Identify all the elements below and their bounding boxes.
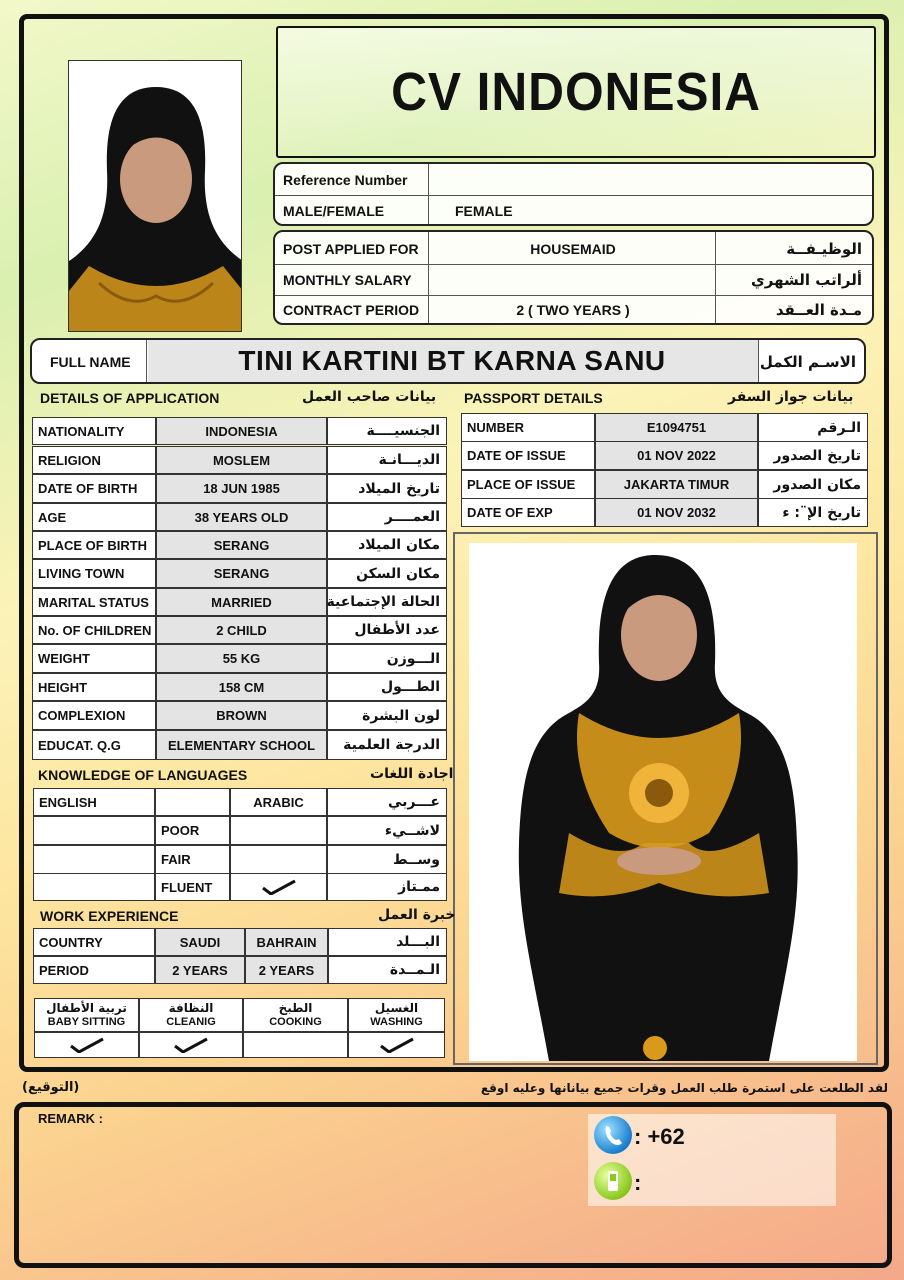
- skill-cell: [34, 998, 139, 1032]
- details-heading: DETAILS OF APPLICATION: [40, 390, 220, 406]
- lang-level-label: FAIR: [155, 845, 230, 874]
- detail-value: MARRIED: [156, 588, 327, 616]
- detail-value: 158 CM: [156, 673, 327, 701]
- skill-label-ar: الغسيل: [374, 1001, 419, 1016]
- detail-label-ar: الحالة الإجتماعية: [327, 588, 447, 616]
- detail-label: RELIGION: [32, 446, 156, 474]
- skill-cell: [348, 998, 445, 1032]
- lang-level-check: [230, 873, 327, 901]
- work-period: 2 YEARS: [245, 956, 328, 984]
- phone-icon: [594, 1116, 632, 1154]
- skill-label: CLEANIG: [166, 1015, 216, 1028]
- work-country: BAHRAIN: [245, 928, 328, 956]
- lang-english-cell: [33, 845, 155, 874]
- passport-label: DATE OF EXP: [461, 498, 595, 527]
- lang-level-label: POOR: [155, 816, 230, 845]
- full-name-bar: [30, 338, 866, 384]
- lang-level-label: FLUENT: [155, 873, 230, 901]
- detail-label-ar: الجنسيــــة: [327, 417, 447, 445]
- post-label: POST APPLIED FOR: [283, 241, 419, 257]
- contract-value: 2 ( TWO YEARS ): [516, 302, 630, 318]
- full-name-label: FULL NAME: [50, 354, 131, 370]
- passport-label: DATE OF ISSUE: [461, 441, 595, 470]
- work-country: SAUDI: [155, 928, 245, 956]
- applicant-portrait-photo: [68, 60, 242, 332]
- full-name-label-ar: الاسـم الكمل: [759, 353, 856, 371]
- contract-label-ar: مـدة العــقد: [775, 301, 862, 319]
- mobile-icon: [594, 1162, 632, 1200]
- salary-label-ar: ألراتب الشهري: [751, 271, 862, 289]
- lang-level-label-ar: ممـتاز: [327, 873, 447, 901]
- detail-value: INDONESIA: [156, 417, 327, 445]
- languages-heading-ar: اجادة اللغات: [370, 766, 454, 782]
- contact-box: [588, 1114, 836, 1206]
- detail-label: EDUCAT. Q.G: [32, 730, 156, 760]
- skill-check: [139, 1032, 243, 1058]
- passport-value: 01 NOV 2022: [595, 441, 758, 470]
- check-icon: [379, 1037, 415, 1053]
- skill-check: [243, 1032, 348, 1058]
- gender-value: FEMALE: [455, 203, 513, 219]
- lang-level-check: [230, 845, 327, 874]
- detail-value: 55 KG: [156, 644, 327, 673]
- skill-check: [348, 1032, 445, 1058]
- skill-cell: [139, 998, 243, 1032]
- lang-level-label-ar: لاشــيء: [327, 816, 447, 845]
- detail-value: 38 YEARS OLD: [156, 503, 327, 531]
- arabic-label: ARABIC: [230, 788, 327, 816]
- detail-label: HEIGHT: [32, 673, 156, 701]
- passport-heading: PASSPORT DETAILS: [464, 390, 603, 406]
- country-label-ar: البـــلد: [328, 928, 447, 956]
- gender-label: MALE/FEMALE: [283, 203, 385, 219]
- detail-label: COMPLEXION: [32, 701, 156, 730]
- detail-label: No. OF CHILDREN: [32, 616, 156, 644]
- contract-label: CONTRACT PERIOD: [283, 302, 420, 318]
- detail-label: WEIGHT: [32, 644, 156, 673]
- details-heading-ar: بيانات صاحب العمل: [302, 389, 437, 405]
- detail-label: MARITAL STATUS: [32, 588, 156, 616]
- skill-label-ar: تربية الأطفال: [46, 1001, 127, 1016]
- detail-value: 18 JUN 1985: [156, 474, 327, 503]
- skill-cell: [243, 998, 348, 1032]
- detail-label: PLACE OF BIRTH: [32, 531, 156, 559]
- passport-label-ar: مكان الصدور: [758, 470, 868, 499]
- post-value: HOUSEMAID: [530, 241, 616, 257]
- applicant-full-photo: [469, 543, 857, 1061]
- detail-value: BROWN: [156, 701, 327, 730]
- detail-value: SERANG: [156, 531, 327, 559]
- title-box: [276, 26, 876, 158]
- detail-label: LIVING TOWN: [32, 559, 156, 588]
- check-icon: [261, 879, 297, 895]
- arabic-label-ar: عـــربي: [327, 788, 447, 816]
- period-label-ar: الـمــدة: [328, 956, 447, 984]
- detail-label-ar: الديـــانـة: [327, 446, 447, 474]
- detail-value: 2 CHILD: [156, 616, 327, 644]
- detail-label-ar: العمــــر: [327, 503, 447, 531]
- work-period: 2 YEARS: [155, 956, 245, 984]
- detail-value: ELEMENTARY SCHOOL: [156, 730, 327, 760]
- salary-label: MONTHLY SALARY: [283, 272, 412, 288]
- detail-label-ar: عدد الأطفال: [327, 616, 447, 644]
- detail-label: DATE OF BIRTH: [32, 474, 156, 503]
- languages-heading: KNOWLEDGE OF LANGUAGES: [38, 767, 248, 783]
- detail-label-ar: تاريخ الميلاد: [327, 474, 447, 503]
- signature-label: (التوقيع): [22, 1080, 80, 1095]
- skill-label: COOKING: [269, 1015, 322, 1028]
- lang-english-cell: [33, 873, 155, 901]
- check-icon: [173, 1037, 209, 1053]
- skill-check: [34, 1032, 139, 1058]
- passport-label: PLACE OF ISSUE: [461, 470, 595, 499]
- passport-value: E1094751: [595, 413, 758, 442]
- passport-value: 01 NOV 2032: [595, 498, 758, 527]
- detail-label-ar: لون البشرة: [327, 701, 447, 730]
- check-icon: [69, 1037, 105, 1053]
- remark-label: REMARK :: [38, 1111, 103, 1126]
- skill-label: WASHING: [370, 1015, 423, 1028]
- detail-value: MOSLEM: [156, 446, 327, 474]
- mobile-number: :: [634, 1170, 642, 1195]
- lang-level-label-ar: وســط: [327, 845, 447, 874]
- passport-label-ar: تاريخ الإ¨: ء: [758, 498, 868, 527]
- reference-box: [273, 162, 874, 226]
- work-heading: WORK EXPERIENCE: [40, 908, 179, 924]
- work-heading-ar: خبرة العمل: [378, 907, 456, 923]
- detail-label-ar: مكان الميلاد: [327, 531, 447, 559]
- skill-label-ar: الطبخ: [278, 1001, 313, 1016]
- passport-heading-ar: بيانات جواز السفر: [728, 389, 854, 405]
- detail-label-ar: مكان السكن: [327, 559, 447, 588]
- detail-value: SERANG: [156, 559, 327, 588]
- passport-label-ar: الـرقم: [758, 413, 868, 442]
- full-name-value: TINI KARTINI BT KARNA SANU: [238, 345, 666, 376]
- detail-label-ar: الـــوزن: [327, 644, 447, 673]
- lang-level-check: [230, 816, 327, 845]
- detail-label: NATIONALITY: [32, 417, 156, 445]
- country-label: COUNTRY: [33, 928, 155, 956]
- phone-number: : +62: [634, 1124, 685, 1149]
- page-title: CV INDONESIA: [391, 62, 761, 122]
- period-label: PERIOD: [33, 956, 155, 984]
- passport-label-ar: تاريخ الصدور: [758, 441, 868, 470]
- passport-label: NUMBER: [461, 413, 595, 442]
- detail-label-ar: الطـــول: [327, 673, 447, 701]
- lang-english-cell: [33, 816, 155, 845]
- declaration-text: لقد الطلعت على استمرة طلب العمل وقرات جميع بيانانها وعليه اوقع: [480, 1081, 888, 1095]
- job-box: [273, 230, 874, 325]
- post-label-ar: الوظيـفــة: [786, 240, 862, 258]
- skill-label-ar: النظافة: [168, 1001, 214, 1016]
- skill-label: BABY SITTING: [47, 1015, 126, 1028]
- passport-value: JAKARTA TIMUR: [595, 470, 758, 499]
- detail-label: AGE: [32, 503, 156, 531]
- reference-label: Reference Number: [283, 172, 408, 188]
- english-label: ENGLISH: [33, 788, 155, 816]
- detail-label-ar: الدرجة العلمية: [327, 730, 447, 760]
- lang-blank: [155, 788, 230, 816]
